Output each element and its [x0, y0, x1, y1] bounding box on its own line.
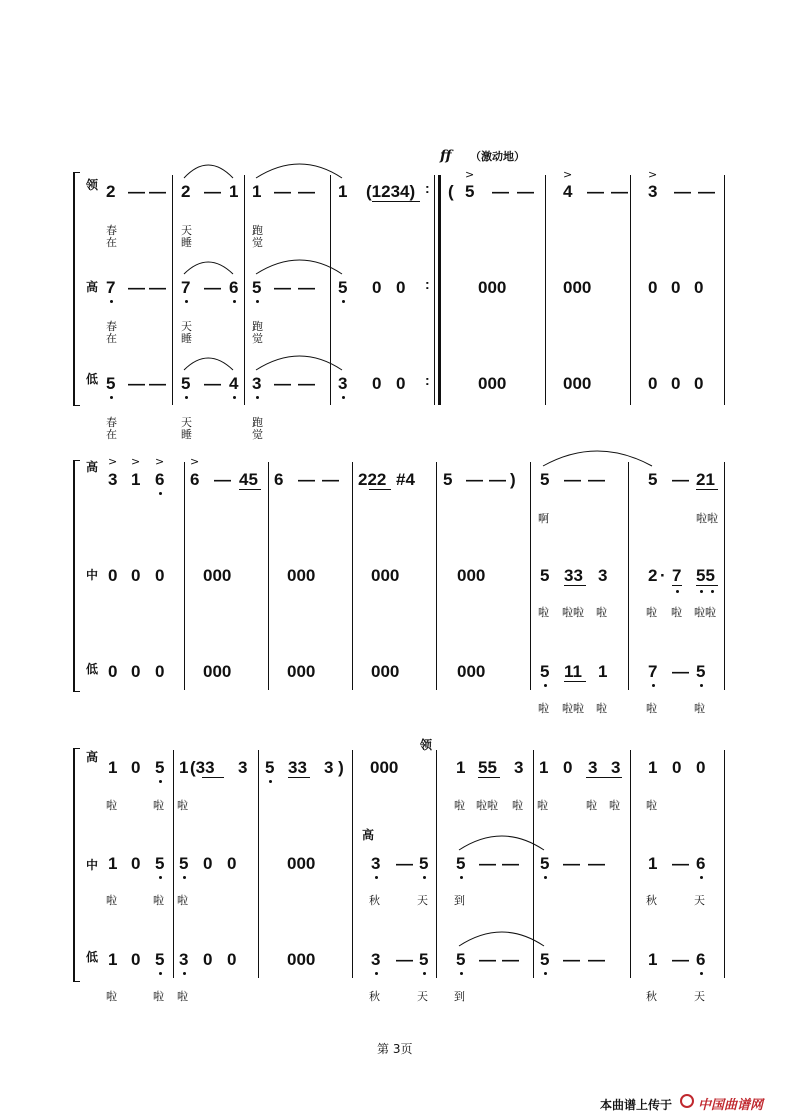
note: #4 — [396, 470, 415, 489]
note: 0 — [131, 950, 141, 969]
lyric: 啦 — [153, 799, 164, 812]
lyric: 啦 — [646, 799, 657, 812]
note: 3 — [514, 758, 524, 777]
note-group: 000 — [287, 950, 316, 969]
site-logo-icon — [680, 1094, 694, 1108]
slur — [459, 836, 544, 850]
lyric: 秋 — [646, 990, 657, 1003]
note: 1 — [598, 662, 608, 681]
lyric: 啦 — [106, 894, 117, 907]
part-label-high: 高 — [86, 280, 99, 294]
note: 1 — [131, 470, 141, 489]
note: — — [564, 470, 581, 489]
note: — — [563, 950, 580, 969]
site-logo: 中国曲谱网 — [698, 1098, 764, 1113]
note: 1 — [108, 950, 118, 969]
note: — — [322, 470, 339, 489]
note: 0 — [155, 566, 165, 585]
note-group: (33 — [190, 758, 215, 777]
lyric: 啦 — [596, 606, 607, 619]
note: 3 ) — [324, 758, 344, 777]
note: — — [149, 278, 166, 297]
note: 0 — [203, 950, 213, 969]
lyric: 跑 — [252, 224, 263, 237]
note: 1 — [648, 950, 658, 969]
note: 0 — [694, 374, 704, 393]
lyric: 觉 — [252, 428, 263, 441]
lyric: 啦 — [538, 702, 549, 715]
note: — — [149, 374, 166, 393]
lyric: 啦 — [153, 990, 164, 1003]
note: 0 — [131, 566, 141, 585]
lyric: 天 — [181, 224, 192, 237]
lyric: 天 — [694, 990, 705, 1003]
note-group: 000 — [370, 758, 399, 777]
note: 5 — [465, 182, 475, 201]
lyric: 春 — [106, 320, 117, 333]
note-group: 45 — [239, 470, 258, 489]
note: — — [128, 374, 145, 393]
note: 6 — [696, 950, 706, 969]
note: 3 — [179, 950, 189, 969]
lyric: 跑 — [252, 320, 263, 333]
lyric: 啦 — [646, 702, 657, 715]
note-group: 55 — [696, 566, 715, 585]
note: 0 — [203, 854, 213, 873]
part-label-low: 低 — [86, 662, 99, 676]
lyric: 天 — [417, 990, 428, 1003]
slur — [184, 358, 233, 370]
lyric: 觉 — [252, 236, 263, 249]
part-label-low: 低 — [86, 372, 99, 386]
note: 1 — [229, 182, 239, 201]
paren: ( — [448, 182, 454, 201]
note-group: 000 — [478, 374, 507, 393]
note: 5 — [540, 662, 550, 681]
accent-mark: > — [131, 455, 141, 468]
note: 5 — [540, 470, 550, 489]
note-group: (1234) — [366, 182, 416, 201]
note: 5 — [648, 470, 658, 489]
note: 5 — [540, 854, 550, 873]
note: 5 — [155, 758, 165, 777]
note: — — [611, 182, 628, 201]
lyric: 啦 — [596, 702, 607, 715]
lyric: 秋 — [369, 894, 380, 907]
lyric: 啦 — [694, 702, 705, 715]
repeat-dots: : — [425, 276, 430, 292]
note-group: 000 — [478, 278, 507, 297]
lyric: 啦 — [646, 606, 657, 619]
note: 5 — [265, 758, 275, 777]
note: — — [204, 374, 221, 393]
accent-mark: > — [190, 455, 200, 468]
note: 6 — [155, 470, 165, 489]
note: — — [587, 182, 604, 201]
note: 3 — [648, 182, 658, 201]
lyric: 啦啦 — [562, 702, 584, 715]
note: 7 — [648, 662, 658, 681]
note: — — [274, 374, 291, 393]
note: — — [492, 182, 509, 201]
expression-mark: （激动地） — [470, 150, 525, 163]
note: — — [674, 182, 691, 201]
dot-rhythm: · — [660, 566, 666, 585]
lyric: 啦 — [537, 799, 548, 812]
note: 0 — [372, 278, 382, 297]
note: 1 — [648, 758, 658, 777]
note: 3 — [252, 374, 262, 393]
lyric: 啦 — [106, 990, 117, 1003]
note: — — [214, 470, 231, 489]
note: 0 — [648, 278, 658, 297]
note: — — [588, 854, 605, 873]
lyric: 到 — [454, 894, 465, 907]
lyric: 春 — [106, 224, 117, 237]
note: — — [672, 662, 689, 681]
note: 7 — [672, 566, 682, 585]
lyric: 睡 — [181, 332, 192, 345]
note: 0 — [108, 566, 118, 585]
lyric: 啦 — [538, 606, 549, 619]
note: — — [396, 950, 413, 969]
note: 7 — [106, 278, 116, 297]
lyric: 啦 — [609, 799, 620, 812]
note: 0 — [227, 854, 237, 873]
note: 5 — [179, 854, 189, 873]
lyric: 啦 — [177, 894, 188, 907]
note: 6 — [274, 470, 284, 489]
note-group: 000 — [563, 374, 592, 393]
slur — [256, 260, 342, 274]
part-label-high: 高 — [86, 750, 99, 764]
note-group: 55 — [478, 758, 497, 777]
lyric: 啊 — [538, 512, 549, 525]
note: — — [396, 854, 413, 873]
note: 0 — [396, 278, 406, 297]
note: — — [466, 470, 483, 489]
note: 5 — [252, 278, 262, 297]
lyric: 跑 — [252, 416, 263, 429]
part-label-lead: 领 — [86, 178, 99, 192]
note-group: 000 — [203, 662, 232, 681]
note: — — [274, 278, 291, 297]
note-group: 000 — [371, 662, 400, 681]
lyric: 春 — [106, 416, 117, 429]
lyric: 天 — [417, 894, 428, 907]
note: 5 — [419, 854, 429, 873]
note-group: 000 — [203, 566, 232, 585]
note: — — [128, 278, 145, 297]
note: 1 — [179, 758, 189, 777]
note: 3 — [588, 758, 598, 777]
note: 0 — [131, 854, 141, 873]
note: — — [672, 470, 689, 489]
part-label-middle: 中 — [86, 568, 99, 582]
lyric: 啦啦 — [696, 512, 718, 525]
note: 0 — [155, 662, 165, 681]
note: 0 — [671, 278, 681, 297]
note: 0 — [696, 758, 706, 777]
note: 3 — [338, 374, 348, 393]
lyric: 秋 — [646, 894, 657, 907]
lyric: 啦啦 — [476, 799, 498, 812]
note: — — [698, 182, 715, 201]
note: 7 — [181, 278, 191, 297]
note: 0 — [108, 662, 118, 681]
note: 6 — [229, 278, 239, 297]
note: 1 — [338, 182, 348, 201]
lyric: 啦 — [454, 799, 465, 812]
note: 5 — [443, 470, 453, 489]
dynamic-ff: ff — [440, 148, 452, 164]
lyric: 在 — [106, 236, 117, 249]
upload-note: 本曲谱上传于 — [600, 1098, 673, 1112]
note: 0 — [694, 278, 704, 297]
note: 0 — [672, 758, 682, 777]
note: 5 — [540, 950, 550, 969]
note: 0 — [372, 374, 382, 393]
slur — [459, 932, 544, 946]
note: — — [149, 182, 166, 201]
note: 2 — [106, 182, 116, 201]
note: — — [479, 854, 496, 873]
note: 2 — [181, 182, 191, 201]
note-group: 222 — [358, 470, 387, 489]
note: 3 — [598, 566, 608, 585]
high-entry-label: 高 — [362, 828, 375, 842]
note: 0 — [648, 374, 658, 393]
note-group: 000 — [287, 662, 316, 681]
page-number: 第 3页 — [377, 1042, 413, 1056]
note: 4 — [229, 374, 239, 393]
note: — — [298, 278, 315, 297]
note: — — [672, 950, 689, 969]
lyric: 到 — [454, 990, 465, 1003]
note: 1 — [108, 854, 118, 873]
note: — — [588, 950, 605, 969]
note-group: 11 — [564, 662, 582, 681]
note: 0 — [131, 758, 141, 777]
slur — [184, 165, 233, 178]
note-group: 000 — [563, 278, 592, 297]
note: 0 — [396, 374, 406, 393]
accent-mark: > — [563, 168, 573, 181]
note: 5 — [155, 950, 165, 969]
note: 1 — [456, 758, 466, 777]
note: 5 — [155, 854, 165, 873]
lyric: 啦啦 — [694, 606, 716, 619]
note: — — [298, 374, 315, 393]
note: — — [479, 950, 496, 969]
note: — — [204, 278, 221, 297]
lyric: 啦啦 — [562, 606, 584, 619]
note: 1 — [539, 758, 549, 777]
lyric: 啦 — [671, 606, 682, 619]
accent-mark: > — [465, 168, 475, 181]
note: — — [204, 182, 221, 201]
note: — — [274, 182, 291, 201]
accent-mark: > — [155, 455, 165, 468]
note-group: 000 — [457, 566, 486, 585]
note: — — [298, 470, 315, 489]
lyric: 啦 — [106, 799, 117, 812]
paren: ) — [510, 470, 516, 489]
note: — — [502, 854, 519, 873]
note: 5 — [419, 950, 429, 969]
lead-entry-label: 领 — [420, 738, 433, 752]
note: 1 — [648, 854, 658, 873]
note: 0 — [563, 758, 573, 777]
note: — — [298, 182, 315, 201]
note: 5 — [338, 278, 348, 297]
part-label-low: 低 — [86, 950, 99, 964]
note: — — [563, 854, 580, 873]
note-group: 21 — [696, 470, 715, 489]
accent-mark: > — [108, 455, 118, 468]
note: — — [502, 950, 519, 969]
lyric: 睡 — [181, 428, 192, 441]
lyric: 天 — [181, 416, 192, 429]
note: 1 — [108, 758, 118, 777]
slur — [543, 451, 652, 466]
lyric: 在 — [106, 428, 117, 441]
note: 0 — [227, 950, 237, 969]
slur — [184, 262, 233, 274]
slur — [256, 164, 342, 178]
note: 3 — [108, 470, 118, 489]
note: 3 — [371, 950, 381, 969]
note: 3 — [238, 758, 248, 777]
repeat-dots: : — [425, 372, 430, 388]
lyric: 天 — [694, 894, 705, 907]
note-group: 000 — [457, 662, 486, 681]
note: 6 — [696, 854, 706, 873]
accent-mark: > — [648, 168, 658, 181]
lyric: 觉 — [252, 332, 263, 345]
note: 5 — [456, 950, 466, 969]
lyric: 啦 — [177, 799, 188, 812]
note: 5 — [696, 662, 706, 681]
part-label-high: 高 — [86, 460, 99, 474]
note: 5 — [106, 374, 116, 393]
note: 1 — [252, 182, 262, 201]
note-group: 000 — [287, 854, 316, 873]
note: — — [128, 182, 145, 201]
lyric: 啦 — [586, 799, 597, 812]
slur — [256, 356, 342, 370]
note: 3 — [371, 854, 381, 873]
note: 3 — [611, 758, 621, 777]
note: — — [588, 470, 605, 489]
note: 4 — [563, 182, 573, 201]
note-group: 33 — [564, 566, 583, 585]
note-group: 000 — [287, 566, 316, 585]
note: 5 — [181, 374, 191, 393]
note: 5 — [540, 566, 550, 585]
note-group: 33 — [288, 758, 307, 777]
part-label-middle: 中 — [86, 858, 99, 872]
lyric: 啦 — [512, 799, 523, 812]
note: 2 — [648, 566, 658, 585]
note: — — [489, 470, 506, 489]
note: 0 — [671, 374, 681, 393]
lyric: 秋 — [369, 990, 380, 1003]
lyric: 啦 — [177, 990, 188, 1003]
note: 6 — [190, 470, 200, 489]
note: — — [672, 854, 689, 873]
note: — — [517, 182, 534, 201]
lyric: 天 — [181, 320, 192, 333]
repeat-dots: : — [425, 180, 430, 196]
lyric: 在 — [106, 332, 117, 345]
lyric: 啦 — [153, 894, 164, 907]
note: 0 — [131, 662, 141, 681]
note: 5 — [456, 854, 466, 873]
lyric: 睡 — [181, 236, 192, 249]
note-group: 000 — [371, 566, 400, 585]
